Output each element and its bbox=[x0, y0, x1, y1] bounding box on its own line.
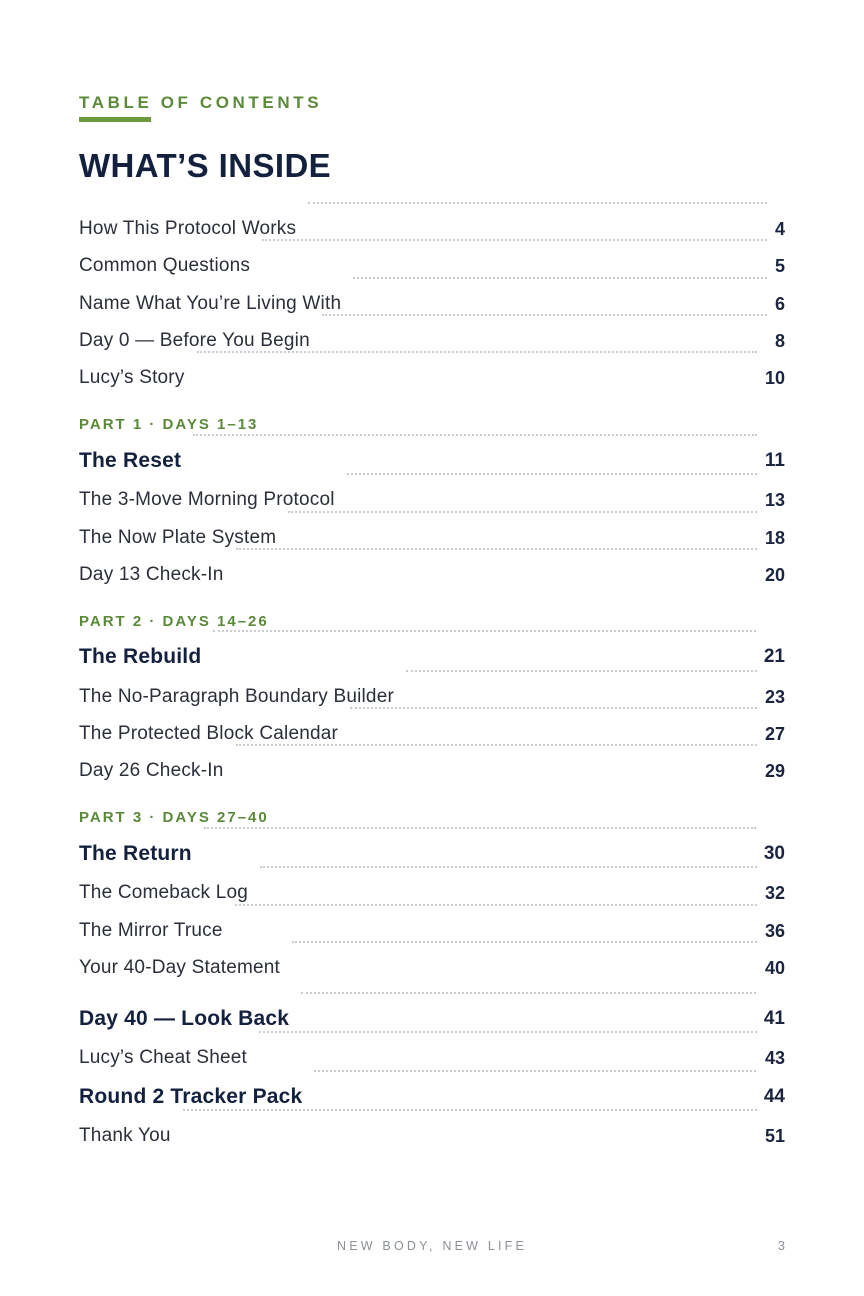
toc-eyebrow: TABLE OF CONTENTS bbox=[79, 93, 323, 112]
toc-entry-page: 51 bbox=[764, 1126, 785, 1146]
toc-entry-page: 29 bbox=[764, 761, 785, 781]
page-title: WHAT’S INSIDE bbox=[79, 147, 332, 184]
toc-entry-page: 23 bbox=[764, 687, 785, 707]
toc-entry-label: The Protected Block Calendar bbox=[79, 723, 339, 744]
toc-entry-label: Your 40-Day Statement bbox=[79, 957, 281, 978]
toc-entry-label: How This Protocol Works bbox=[79, 218, 297, 239]
dot-leader bbox=[204, 825, 756, 829]
dot-leader bbox=[260, 864, 757, 868]
toc-entry-label: Round 2 Tracker Pack bbox=[79, 1085, 303, 1108]
footer-page-number: 3 bbox=[777, 1238, 785, 1253]
toc-entry-label: Day 0 — Before You Begin bbox=[79, 330, 310, 351]
part-heading: PART 3 · DAYS 27–40 bbox=[79, 809, 269, 826]
toc-entry-page: 30 bbox=[763, 843, 785, 864]
toc-entry-page: 36 bbox=[764, 921, 785, 941]
toc-entry-label: The Rebuild bbox=[79, 645, 202, 668]
toc-entry[interactable] bbox=[79, 365, 785, 391]
toc-entry-label: The Reset bbox=[79, 449, 182, 472]
dot-leader bbox=[259, 1029, 757, 1033]
dot-leader bbox=[193, 432, 757, 436]
toc-entry-page: 40 bbox=[764, 958, 785, 978]
toc-entry-page: 41 bbox=[763, 1008, 785, 1029]
toc-entry[interactable] bbox=[79, 1123, 785, 1149]
dot-leader bbox=[301, 990, 756, 994]
toc-entry-label: The Return bbox=[79, 842, 192, 865]
dot-leader bbox=[288, 509, 757, 513]
dot-leader bbox=[347, 471, 757, 475]
toc-entry-label: Day 13 Check-In bbox=[79, 564, 224, 585]
toc-entry-page: 43 bbox=[764, 1048, 785, 1068]
dot-leader bbox=[350, 705, 757, 709]
dot-leader bbox=[183, 1107, 757, 1111]
toc-part-title[interactable] bbox=[79, 644, 785, 670]
dot-leader bbox=[235, 902, 757, 906]
dot-leader bbox=[236, 546, 757, 550]
toc-entry[interactable] bbox=[79, 955, 785, 981]
toc-entry-label: The Comeback Log bbox=[79, 882, 249, 903]
toc-entry-page: 10 bbox=[764, 368, 785, 388]
toc-entry-label: Lucy’s Story bbox=[79, 367, 185, 388]
toc-entry[interactable] bbox=[79, 562, 785, 588]
toc-entry-label: The 3-Move Morning Protocol bbox=[79, 489, 335, 510]
toc-entry-page: 8 bbox=[774, 331, 785, 351]
dot-leader bbox=[308, 200, 767, 204]
toc-entry-page: 27 bbox=[764, 724, 785, 744]
toc-entry-page: 5 bbox=[774, 256, 785, 276]
dot-leader bbox=[213, 628, 755, 632]
toc-entry-label: The Now Plate System bbox=[79, 527, 277, 548]
toc-entry-page: 6 bbox=[774, 294, 785, 314]
toc-entry-page: 44 bbox=[763, 1086, 785, 1107]
toc-entry-page: 32 bbox=[764, 883, 785, 903]
toc-entry-label: Name What You’re Living With bbox=[79, 293, 342, 314]
dot-leader bbox=[292, 939, 757, 943]
toc-entry-page: 13 bbox=[764, 490, 785, 510]
dot-leader bbox=[353, 275, 767, 279]
toc-entry-label: Common Questions bbox=[79, 255, 251, 276]
dot-leader bbox=[197, 349, 757, 353]
dot-leader bbox=[406, 668, 757, 672]
toc-page bbox=[79, 0, 785, 1296]
dot-leader bbox=[314, 1068, 755, 1072]
part-heading: PART 1 · DAYS 1–13 bbox=[79, 416, 259, 433]
dot-leader bbox=[262, 237, 767, 241]
toc-entry-page: 11 bbox=[764, 450, 785, 471]
toc-entry-label: The Mirror Truce bbox=[79, 920, 223, 941]
toc-entry-page: 18 bbox=[764, 528, 785, 548]
toc-entry-label: The No-Paragraph Boundary Builder bbox=[79, 686, 394, 707]
toc-entry-label: Lucy’s Cheat Sheet bbox=[79, 1047, 248, 1068]
footer-book-title: NEW BODY, NEW LIFE bbox=[336, 1239, 528, 1253]
dot-leader bbox=[322, 312, 767, 316]
toc-entry-label: Thank You bbox=[79, 1125, 171, 1146]
toc-entry[interactable] bbox=[79, 758, 785, 784]
part-heading: PART 2 · DAYS 14–26 bbox=[79, 613, 269, 630]
toc-entry-page: 4 bbox=[774, 219, 785, 239]
dot-leader bbox=[236, 742, 757, 746]
toc-list bbox=[79, 0, 785, 1296]
toc-entry-page: 20 bbox=[764, 565, 785, 585]
toc-entry-label: Day 40 — Look Back bbox=[79, 1007, 290, 1030]
toc-entry-page: 21 bbox=[763, 646, 785, 667]
toc-entry-label: Day 26 Check-In bbox=[79, 760, 224, 781]
